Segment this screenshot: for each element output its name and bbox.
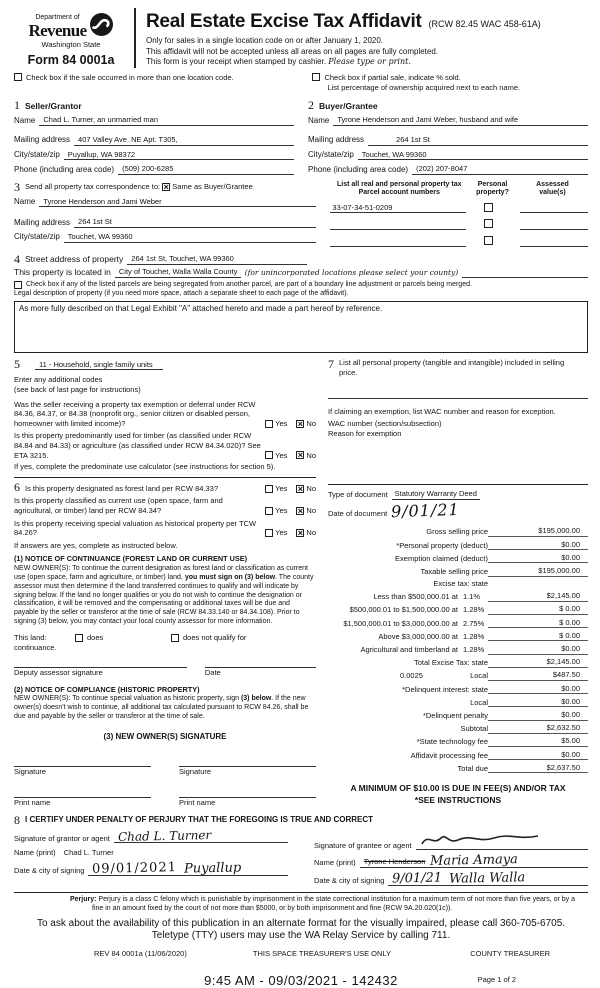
- header-line-3: This form is your receipt when stamped by cashier. Please type or print.: [146, 56, 411, 66]
- parcel-row: [330, 219, 588, 230]
- assessed-value-field[interactable]: [520, 204, 588, 213]
- logo-dept-text: Department of: [35, 13, 80, 21]
- agricultural-tax: $0.00: [488, 644, 588, 655]
- use-code-section: 5 11 - Household, single family units Enter any additional codes (see back of last page for instructions) Was the seller receiving a property tax exemption or deferral under RCW 84.36, 84.37, or 84.38 (nonprofit org., senior citizen or disabled person, homeowner with limited income)? Yes × No Is this property predominantly used for timber (as classified under RCW 84.84 and 84.33) or agriculture (as classified under RCW 84.34.020)? See ETA 3215. Yes × No If yes, complete the predominate use calculator (see instructions for section 5).: [14, 357, 316, 472]
- local-tax: $487.50: [488, 670, 588, 681]
- seller-grantor-section: 1 Seller/Grantor Name Chad L. Turner, an unmarried man Mailing address 407 Valley Ave. NE Apt. T305, City/state/zip Puyallup, WA 98372 Phone (including area code) (509) 200-6285: [14, 99, 294, 174]
- notice-compliance-title: (2) NOTICE OF COMPLIANCE (HISTORIC PROPERTY): [14, 685, 200, 695]
- parcel-row: [330, 236, 588, 247]
- current-use-yes-checkbox[interactable]: [265, 507, 273, 515]
- owner-signature-line-2[interactable]: [179, 757, 316, 767]
- current-use-no-checkbox[interactable]: ×: [297, 506, 304, 515]
- form-footer: [14, 893, 588, 988]
- doc-date-label: Date of document: [328, 508, 388, 518]
- owner-printname-line-1[interactable]: [14, 788, 151, 798]
- does-qualify-checkbox[interactable]: [75, 634, 83, 642]
- forest-land-question: Is this property designated as forest land per RCW 84.33?: [25, 483, 219, 493]
- historical-property-question: Is this property receiving special valuation as historical property per TCW 84.26?: [14, 518, 257, 538]
- notice-continuance-title: (1) NOTICE OF CONTINUANCE (FOREST LAND OR CURRENT USE): [14, 554, 248, 564]
- grantee-name-print[interactable]: Tyrone Henderson: [363, 857, 426, 867]
- state-technology-fee: $5.00: [488, 736, 588, 747]
- exemption-note: If claiming an exemption, list WAC number and reason for exception.: [328, 406, 556, 416]
- segregated-label: Check box if any of the listed parcels are being segregated from another parcel, are part of a boundary line adjustment or parcels being merged.: [26, 280, 472, 288]
- local-rate: 0.0025: [400, 671, 423, 681]
- section-2-number: 2: [308, 98, 314, 113]
- historical-yes-checkbox[interactable]: [265, 529, 273, 537]
- county-note: (for unincorporated locations please select your county): [244, 267, 459, 277]
- exemption-no-checkbox[interactable]: ×: [297, 419, 304, 428]
- parcel-numbers-table: [330, 181, 588, 247]
- historical-no-checkbox[interactable]: ×: [297, 528, 304, 537]
- print-name-label: Print name: [179, 798, 216, 808]
- form-number: Form 84 0001a: [27, 53, 115, 68]
- timber-agriculture-question: Is this property predominantly used for timber (as classified under RCW 84.84 and 84.33) or agriculture (as classified under RCW 84.34.020)? See ETA 3215.: [14, 431, 261, 460]
- treasurer-space-label: THIS SPACE TREASURER'S USE ONLY: [252, 949, 392, 959]
- grantee-name-handwritten[interactable]: Maria Amaya: [429, 852, 518, 870]
- section-2-title: Buyer/Grantee: [319, 100, 378, 111]
- partial-sale-note: List percentage of ownership acquired next to each name.: [327, 82, 521, 92]
- grantor-date-handwritten[interactable]: 09/01/2021: [92, 860, 178, 877]
- codes-instructions-note: (see back of last page for instructions): [14, 385, 141, 394]
- section-3-text: Send all property tax correspondence to:: [25, 181, 161, 191]
- personal-property-checkbox[interactable]: [484, 203, 493, 212]
- tier1-tax: $2,145.00: [488, 591, 588, 602]
- buyer-city-field[interactable]: Touchet, WA 99360: [358, 150, 588, 161]
- personal-property-list-line[interactable]: [328, 388, 588, 399]
- page-title: Real Estate Excise Tax Affidavit: [146, 11, 422, 32]
- gross-selling-price: $195,000.00: [488, 526, 588, 537]
- timber-no-checkbox[interactable]: ×: [297, 451, 304, 460]
- doc-type-label: Type of document: [328, 490, 388, 500]
- section-7-number: 7: [328, 357, 334, 372]
- section-7-text: List all personal property (tangible and intangible) included in selling price.: [339, 358, 565, 377]
- section-4-number: 4: [14, 251, 20, 266]
- owner-signature-line-1[interactable]: [14, 757, 151, 767]
- multi-location-checkbox[interactable]: [14, 73, 22, 81]
- land-classification-section: 6 Is this property designated as forest land per RCW 84.33? Yes × No Is this property classified as current use (open space, farm and agricultural, or timber) land per RCW 84.34? Yes × No Is this property receiving special valuation as historical property per TCW 84.26? Yes × No If answers are yes, complete as instructed below. (1) NOTICE OF CONTINUANCE (FOREST LAND OR CURRENT USE) NEW OWNER(S): To continue the current designation as forest land or classification as current use (open space, farm and agriculture, or timber) land, you must sign on (3) below. The county assessor must then determine if the land transferred continues to qualify and will indicate by signing below. If the land no longer qualifies or you do not wish to continue the designation or classification, it will be removed and the compensating or additional taxes will be due and payable by the seller or transferor at the time of sale (RCW 84.33.140 or 84.34.108). Prior to signing (3) below, you may contact your local county assessor for more information. This land: does does not qualify for continuance. Deputy assessor signature Date (2) NOTICE OF COMPLIANCE (HISTORIC PROPERTY) NEW OWNER(S): To continue special valuation as historic property, sign (3) below. If the new owner(s) doesn't wish to continue, all additional tax calculated pursuant to RCW 84.26, shall be due and payable by the seller or transferor at the time of sale. (3) NEW OWNER(S) SIGNATURE Signature Print name Signature Print name: [14, 479, 316, 808]
- header-line-2: This affidavit will not be accepted unless all areas on all pages are fully completed.: [146, 46, 439, 56]
- grantee-date-label: Date & city of signing: [314, 876, 385, 886]
- excise-tax-table: Gross selling price $195,000.00 *Personal property (deduct) $0.00 Exemption claimed (deduct) $0.00 Taxable selling price $195,000.00 Excise tax: state Less than $500,000.01 at 1.1% $2,145.00 $500,000.01 to $1,500,000.00 at 1.28% $ 0.00 $1,500,000.01 to $3,000,000.00 at 2.75% $ 0.00 Above $3,000,000.00 at 1.28% $ 0.00 Agricultural and timberland at 1.28% $0.00 Total Excise Tax: state $2,145.00 0.0025 Local $487.50 *Delinquent interest: state $0.00 Local $0.00 *Delinquent penalty $0.00 Subtotal $2,632.50 *State technology fee $5.00 Affidavit processing fee $0.00 Total due $2,637.50: [328, 526, 588, 773]
- timber-yes-checkbox[interactable]: [265, 451, 273, 459]
- parcel-row: [330, 203, 588, 214]
- personal-property-checkbox[interactable]: [484, 236, 493, 245]
- rcw-reference: (RCW 82.45 WAC 458-61A): [428, 19, 541, 29]
- segregated-checkbox[interactable]: [14, 281, 22, 289]
- land-use-code-field[interactable]: 11 - Household, single family units: [35, 360, 163, 371]
- delinquent-interest-state: $0.00: [488, 684, 588, 695]
- section-6-number: 6: [14, 479, 20, 494]
- assessed-value-field[interactable]: [520, 221, 588, 230]
- legal-description-label: Legal description of property (if you need more space, attach a separate sheet to each page of the affidavit).: [14, 290, 349, 298]
- same-as-buyer-checkbox[interactable]: ×: [163, 182, 169, 191]
- grantor-signature-handwritten[interactable]: Chad L. Turner: [117, 827, 212, 844]
- exemption-yes-checkbox[interactable]: [265, 420, 273, 428]
- partial-sale-label: Check box if partial sale, indicate % sold.: [324, 73, 461, 83]
- cashier-stamp: 9:45 AM - 09/03/2021 - 142432: [204, 972, 398, 988]
- grantor-date-label: Date & city of signing: [14, 865, 85, 875]
- grantee-signing-block: [314, 826, 588, 886]
- grantee-city-handwritten[interactable]: Walla Walla: [448, 870, 526, 887]
- exemption-deferral-question: Was the seller receiving a property tax exemption or deferral under RCW 84.36, 84.37, or 84.38 (nonprofit org., senior citizen or disabled person, homeowner with limited income)?: [14, 399, 256, 428]
- perjury-statement: Perjury: Perjury is a class C felony which is punishable by imprisonment in the state correctional institution for a maximum term of not more than five years, or by a fine in an amount fixed by the court of not more than $5000, or by both imprisonment and fine (RCW 9A.20.020(1c)).: [70, 895, 576, 912]
- buyer-grantee-section: 2 Buyer/Grantee Name Tyrone Henderson and Jami Weber, husband and wife Mailing address 264 1st St City/state/zip Touchet, WA 99360 Phone (including area code) (202) 207-8047: [308, 99, 588, 174]
- type-or-print-note: Please type or print.: [328, 56, 411, 66]
- grantee-signature-label: Signature of grantee or agent: [314, 840, 412, 850]
- deputy-assessor-label: Deputy assessor signature: [14, 667, 103, 677]
- grantor-name-print[interactable]: Chad L. Turner: [63, 848, 114, 858]
- this-land-label: This land:: [14, 633, 47, 643]
- seller-mailing-field[interactable]: 407 Valley Ave. NE Apt. T305,: [74, 135, 294, 146]
- form-header: [14, 8, 588, 68]
- property-address-section: [14, 253, 588, 354]
- tier4-tax: $ 0.00: [488, 631, 588, 642]
- rev-form-id: REV 84 0001a (11/06/2020): [94, 949, 187, 959]
- forest-no-checkbox[interactable]: ×: [297, 484, 304, 493]
- personal-property-checkbox[interactable]: [484, 219, 493, 228]
- notice-compliance-body: NEW OWNER(S): To continue special valuation as historic property, sign (3) below. If the new owner(s) doesn't wish to continue, all additional tax calculated pursuant to RCW 84.26, shall be due and payable by the seller or transferor at the time of sale.: [14, 695, 309, 721]
- section-8-number: 8: [14, 812, 20, 827]
- grantor-name-label: Name (print): [14, 848, 56, 858]
- tty-note: Teletype (TTY) users may use the WA Relay Service by calling 711.: [151, 930, 451, 942]
- current-use-question: Is this property classified as current use (open space, farm and agricultural, or timber) land per RCW 84.34?: [14, 496, 223, 515]
- logo-state-text: Washington State: [41, 39, 101, 49]
- buyer-mailing-field[interactable]: 264 1st St: [368, 135, 588, 146]
- section-3-number: 3: [14, 179, 20, 194]
- seller-name-field[interactable]: Chad L. Turner, an unmarried man: [39, 115, 294, 126]
- header-line-1: Only for sales in a single location code on or after January 1, 2020.: [146, 36, 384, 46]
- affidavit-processing-fee: $0.00: [488, 750, 588, 761]
- subtotal: $2,632.50: [488, 723, 588, 734]
- doc-date-handwritten[interactable]: 9/01/21: [390, 499, 461, 522]
- grantor-signature-label: Signature of grantor or agent: [14, 833, 110, 843]
- personal-property-deduct: $0.00: [488, 540, 588, 551]
- grantor-city-handwritten[interactable]: Puyallup: [183, 860, 242, 877]
- seller-phone-field[interactable]: (509) 200-6285: [118, 164, 294, 175]
- street-address-field[interactable]: 264 1st St, Touchet, WA 99360: [127, 254, 307, 265]
- assessed-value-field[interactable]: [520, 238, 588, 247]
- certification-title: I CERTIFY UNDER PENALTY OF PERJURY THAT THE FOREGOING IS TRUE AND CORRECT: [25, 815, 374, 825]
- section-5-number: 5: [14, 357, 20, 372]
- signature-label: Signature: [179, 766, 212, 776]
- total-excise-state: $2,145.00: [488, 657, 588, 668]
- located-in-field[interactable]: City of Touchet, Walla Walla County: [115, 267, 241, 278]
- print-name-label: Print name: [14, 798, 51, 808]
- correspondence-name-field[interactable]: Tyrone Henderson and Jami Weber: [39, 197, 316, 208]
- total-due: $2,637.50: [488, 763, 588, 774]
- forest-yes-checkbox[interactable]: [265, 485, 273, 493]
- grantee-name-label: Name (print): [314, 858, 356, 868]
- correspondence-mailing-field[interactable]: 264 1st St: [74, 217, 316, 228]
- same-as-buyer-label: Same as Buyer/Grantee: [172, 181, 253, 191]
- wac-number-label: WAC number (section/subsection): [328, 419, 442, 429]
- does-not-qualify-checkbox[interactable]: [171, 634, 179, 642]
- owner-printname-line-2[interactable]: [179, 788, 316, 798]
- certification-section: [14, 814, 588, 893]
- reason-exemption-label: Reason for exemption: [328, 428, 402, 438]
- new-owners-signature-title: (3) NEW OWNER(S) SIGNATURE: [103, 732, 227, 742]
- parcel-number-field[interactable]: [330, 221, 465, 230]
- assessor-date-label: Date: [204, 667, 221, 677]
- logo-revenue-text: Revenue: [28, 20, 87, 40]
- partial-sale-checkbox[interactable]: [312, 73, 320, 81]
- parcel-number-field[interactable]: 33-07-34-51-0209: [330, 203, 465, 214]
- alternate-format-note: To ask about the availability of this publication in an alternate format for the visually impaired, please call 360-705-6705.: [36, 917, 566, 929]
- county-treasurer-label: COUNTY TREASURER: [470, 949, 550, 959]
- legal-description-field[interactable]: As more fully described on that Legal Exhibit "A" attached hereto and made a part hereof by reference.: [14, 301, 588, 353]
- street-address-label: Street address of property: [25, 253, 124, 264]
- buyer-name-field[interactable]: Tyrone Henderson and Jami Weber, husband and wife: [333, 115, 588, 126]
- dor-logo: [14, 8, 136, 68]
- section-1-title: Seller/Grantor: [25, 100, 82, 111]
- delinquent-penalty: $0.00: [488, 710, 588, 721]
- exemption-claimed: $0.00: [488, 553, 588, 564]
- correspondence-city-field[interactable]: Touchet, WA 99360: [64, 232, 317, 243]
- grantor-signing-block: [14, 826, 288, 886]
- predominate-use-note: If yes, complete the predominate use calculator (see instructions for section 5).: [14, 462, 276, 472]
- additional-codes-note: Enter any additional codes: [14, 375, 103, 385]
- section-1-number: 1: [14, 98, 20, 113]
- dor-swirl-icon: [89, 12, 114, 40]
- personal-property-header: Personal property?: [476, 180, 509, 196]
- tax-correspondence-section: 3 Send all property tax correspondence to: × Same as Buyer/Grantee Name Tyrone Henderson and Jami Weber Mailing address 264 1st St City/state/zip Touchet, WA 99360: [14, 181, 316, 247]
- buyer-phone-field[interactable]: (202) 207-8047: [412, 164, 588, 175]
- signature-label: Signature: [14, 766, 47, 776]
- tier3-tax: $ 0.00: [488, 618, 588, 629]
- parcel-number-field[interactable]: [330, 238, 465, 247]
- multi-location-label: Check box if the sale occurred in more than one location code.: [26, 73, 234, 83]
- parcel-header: List all real and personal property tax Parcel account numbers: [337, 180, 462, 196]
- continuance-label: continuance.: [14, 642, 57, 652]
- grantee-signature-scribble[interactable]: [416, 831, 588, 851]
- excise-state-header: Excise tax: state: [433, 579, 488, 589]
- minimum-fee-notice: A MINIMUM OF $10.00 IS DUE IN FEE(S) AND/OR TAX *SEE INSTRUCTIONS: [350, 783, 566, 806]
- taxable-selling-price: $195,000.00: [488, 566, 588, 577]
- assessed-value-header: Assessed value(s): [536, 180, 569, 196]
- located-in-label: This property is located in: [14, 266, 111, 277]
- delinquent-interest-local: $0.00: [488, 697, 588, 708]
- personal-property-section: [328, 358, 588, 377]
- if-yes-note: If answers are yes, complete as instructed below.: [14, 540, 178, 550]
- doc-type-field[interactable]: Statutory Warranty Deed: [392, 489, 480, 500]
- notice-continuance-body: NEW OWNER(S): To continue the current designation as forest land or classification as current use (open space, farm and agriculture, or timber) land, you must sign on (3) below. The county assessor must then determine if the land transferred continues to qualify and will indicate by signing below. If the land no longer qualifies or you do not wish to continue the designation or classification, it will be removed and the compensating or additional taxes will be due and payable by the seller or transferor at the time of sale (RCW 84.33.140 or 84.34.108). Prior to signing (3) below, you may contact your local county assessor for more information.: [14, 564, 314, 626]
- seller-city-field[interactable]: Puyallup, WA 98372: [64, 150, 294, 161]
- page-number: Page 1 of 2: [477, 974, 516, 984]
- tier2-tax: $ 0.00: [488, 604, 588, 615]
- grantee-date-handwritten[interactable]: 9/01/21: [392, 870, 443, 887]
